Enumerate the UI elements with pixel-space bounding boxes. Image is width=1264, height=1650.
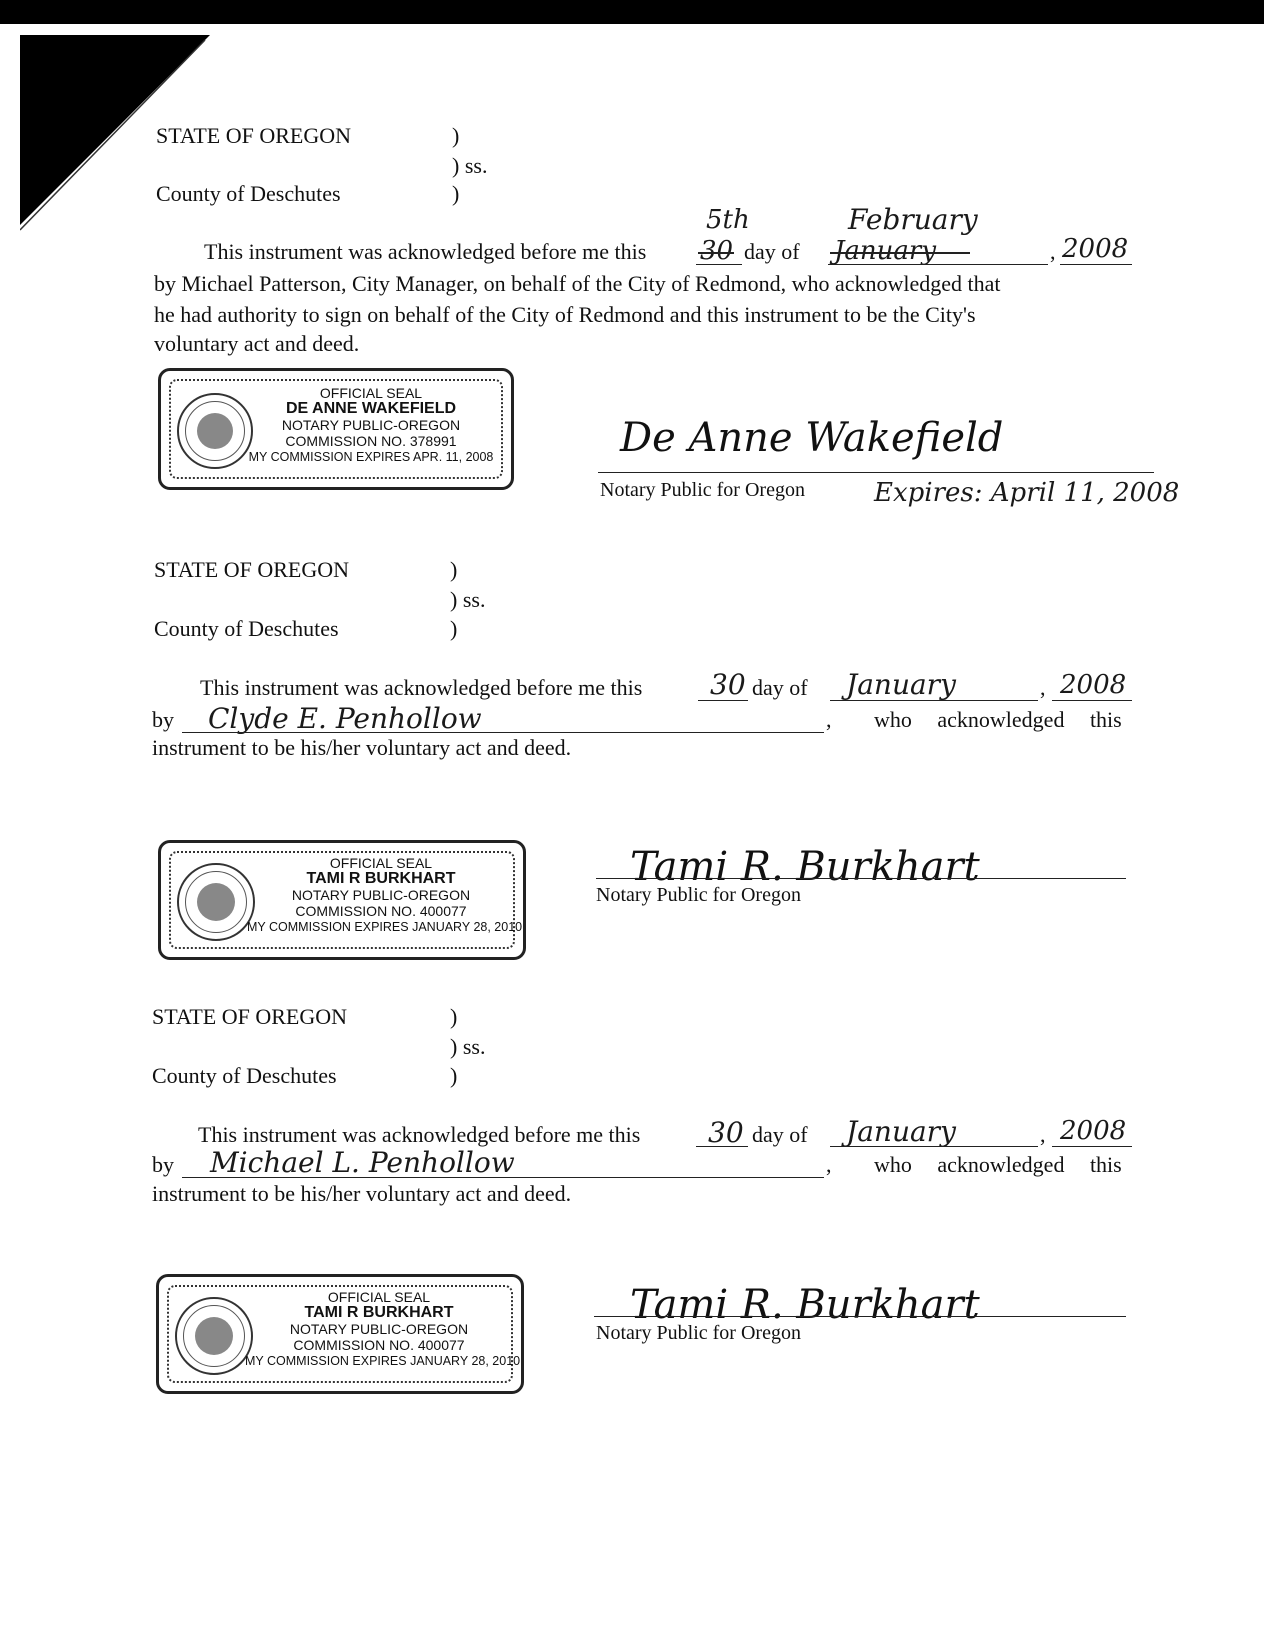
seal-notary-name: DE ANNE WAKEFIELD xyxy=(285,400,457,417)
signature-line xyxy=(596,878,1126,879)
seal-title: OFFICIAL SEAL xyxy=(319,385,423,401)
month-handwritten: January xyxy=(846,1115,956,1148)
ss-label: ) ss. xyxy=(450,587,486,612)
paren: ) xyxy=(452,181,460,206)
signature-line xyxy=(598,472,1154,473)
oregon-state-seal-icon xyxy=(175,1297,253,1375)
signer-name-handwritten: Clyde E. Penhollow xyxy=(208,702,482,735)
body-line: he had authority to sign on behalf of the City of Redmond and this instrument to be the City's xyxy=(154,302,976,327)
seal-notary-name: TAMI R BURKHART xyxy=(306,870,456,887)
paren: ) xyxy=(450,1004,458,1029)
strikethrough xyxy=(698,252,734,254)
signer-name-handwritten: Michael L. Penhollow xyxy=(210,1146,515,1179)
name-underline xyxy=(182,1177,824,1178)
year-underline xyxy=(1060,264,1132,265)
paren: ) xyxy=(450,557,458,582)
year-handwritten: 2008 xyxy=(1062,234,1129,264)
seal-line: NOTARY PUBLIC-OREGON xyxy=(289,1321,469,1337)
month-underline xyxy=(830,1146,1038,1147)
seal-line: NOTARY PUBLIC-OREGON xyxy=(281,417,461,433)
notary-signature: Tami R. Burkhart xyxy=(630,1282,980,1328)
month-handwritten: January xyxy=(846,668,956,701)
state-label: STATE OF OREGON xyxy=(154,557,350,582)
body-line: instrument to be his/her voluntary act and deed. xyxy=(152,1181,572,1206)
month-struck: January xyxy=(834,236,937,266)
comma: , xyxy=(826,707,832,732)
who-acknowledged-text: who acknowledged this xyxy=(874,707,1122,732)
signature-line xyxy=(594,1316,1126,1317)
ack-prefix: This instrument was acknowledged before me this xyxy=(198,1122,641,1147)
body-line: by Michael Patterson, City Manager, on behalf of the City of Redmond, who acknowledged that xyxy=(154,271,1001,296)
seal-title: OFFICIAL SEAL xyxy=(329,855,433,871)
comma: , xyxy=(1040,1122,1046,1147)
county-label: County of Deschutes xyxy=(154,616,339,641)
day-underline xyxy=(696,264,742,265)
body-line: voluntary act and deed. xyxy=(154,331,360,356)
month-handwritten: February xyxy=(848,203,978,236)
who-acknowledged-text: who acknowledged this xyxy=(874,1152,1122,1177)
ack-prefix: This instrument was acknowledged before me this xyxy=(204,239,647,264)
paren: ) xyxy=(450,616,458,641)
comma: , xyxy=(826,1152,832,1177)
day-handwritten: 30 xyxy=(708,1116,744,1149)
notary-label: Notary Public for Oregon xyxy=(596,884,801,906)
seal-commission-number: COMMISSION NO. 400077 xyxy=(295,903,467,919)
expires-handwritten-note: Expires: April 11, 2008 xyxy=(874,478,1180,508)
year-handwritten: 2008 xyxy=(1060,670,1127,700)
county-label: County of Deschutes xyxy=(152,1063,337,1088)
notary-seal xyxy=(156,1274,524,1394)
paren: ) xyxy=(452,123,460,148)
seal-expiration: MY COMMISSION EXPIRES JANUARY 28, 2010 xyxy=(245,1354,521,1368)
seal-notary-name: TAMI R BURKHART xyxy=(304,1304,454,1321)
oregon-state-seal-icon xyxy=(177,863,255,941)
comma: , xyxy=(1040,675,1046,700)
seal-title: OFFICIAL SEAL xyxy=(327,1289,431,1305)
seal-expiration: MY COMMISSION EXPIRES JANUARY 28, 2010 xyxy=(247,920,523,934)
seal-expiration: MY COMMISSION EXPIRES APR. 11, 2008 xyxy=(248,450,494,464)
scan-top-border xyxy=(0,0,1264,24)
notary-signature: De Anne Wakefield xyxy=(620,415,1004,461)
day-underline xyxy=(698,700,748,701)
by-label: by xyxy=(152,707,174,732)
name-underline xyxy=(182,732,824,733)
ack-prefix: This instrument was acknowledged before me this xyxy=(200,675,643,700)
notary-seal xyxy=(158,840,526,960)
seal-line: NOTARY PUBLIC-OREGON xyxy=(291,887,471,903)
day-of-label: day of xyxy=(752,675,808,700)
seal-commission-number: COMMISSION NO. 400077 xyxy=(293,1337,465,1353)
seal-commission-number: COMMISSION NO. 378991 xyxy=(285,433,457,449)
comma: , xyxy=(1050,239,1056,264)
notary-label: Notary Public for Oregon xyxy=(596,1322,801,1344)
state-label: STATE OF OREGON xyxy=(152,1004,348,1029)
notary-label: Notary Public for Oregon xyxy=(600,479,805,501)
county-label: County of Deschutes xyxy=(156,181,341,206)
by-label: by xyxy=(152,1152,174,1177)
state-label: STATE OF OREGON xyxy=(156,123,352,148)
notary-seal xyxy=(158,368,514,490)
day-of-label: day of xyxy=(752,1122,808,1147)
year-underline xyxy=(1052,1146,1132,1147)
paren: ) xyxy=(450,1063,458,1088)
year-handwritten: 2008 xyxy=(1060,1116,1127,1146)
body-line: instrument to be his/her voluntary act and deed. xyxy=(152,735,572,760)
ss-label: ) ss. xyxy=(450,1034,486,1059)
strikethrough xyxy=(830,252,970,254)
day-underline xyxy=(696,1146,748,1147)
day-handwritten: 5th xyxy=(706,205,750,235)
day-of-label: day of xyxy=(744,239,800,264)
month-underline xyxy=(830,700,1038,701)
notary-signature: Tami R. Burkhart xyxy=(630,844,980,890)
day-handwritten: 30 xyxy=(710,668,746,701)
day-struck: 30 xyxy=(700,236,734,266)
year-underline xyxy=(1052,700,1132,701)
ss-label: ) ss. xyxy=(452,153,488,178)
month-underline xyxy=(828,264,1048,265)
